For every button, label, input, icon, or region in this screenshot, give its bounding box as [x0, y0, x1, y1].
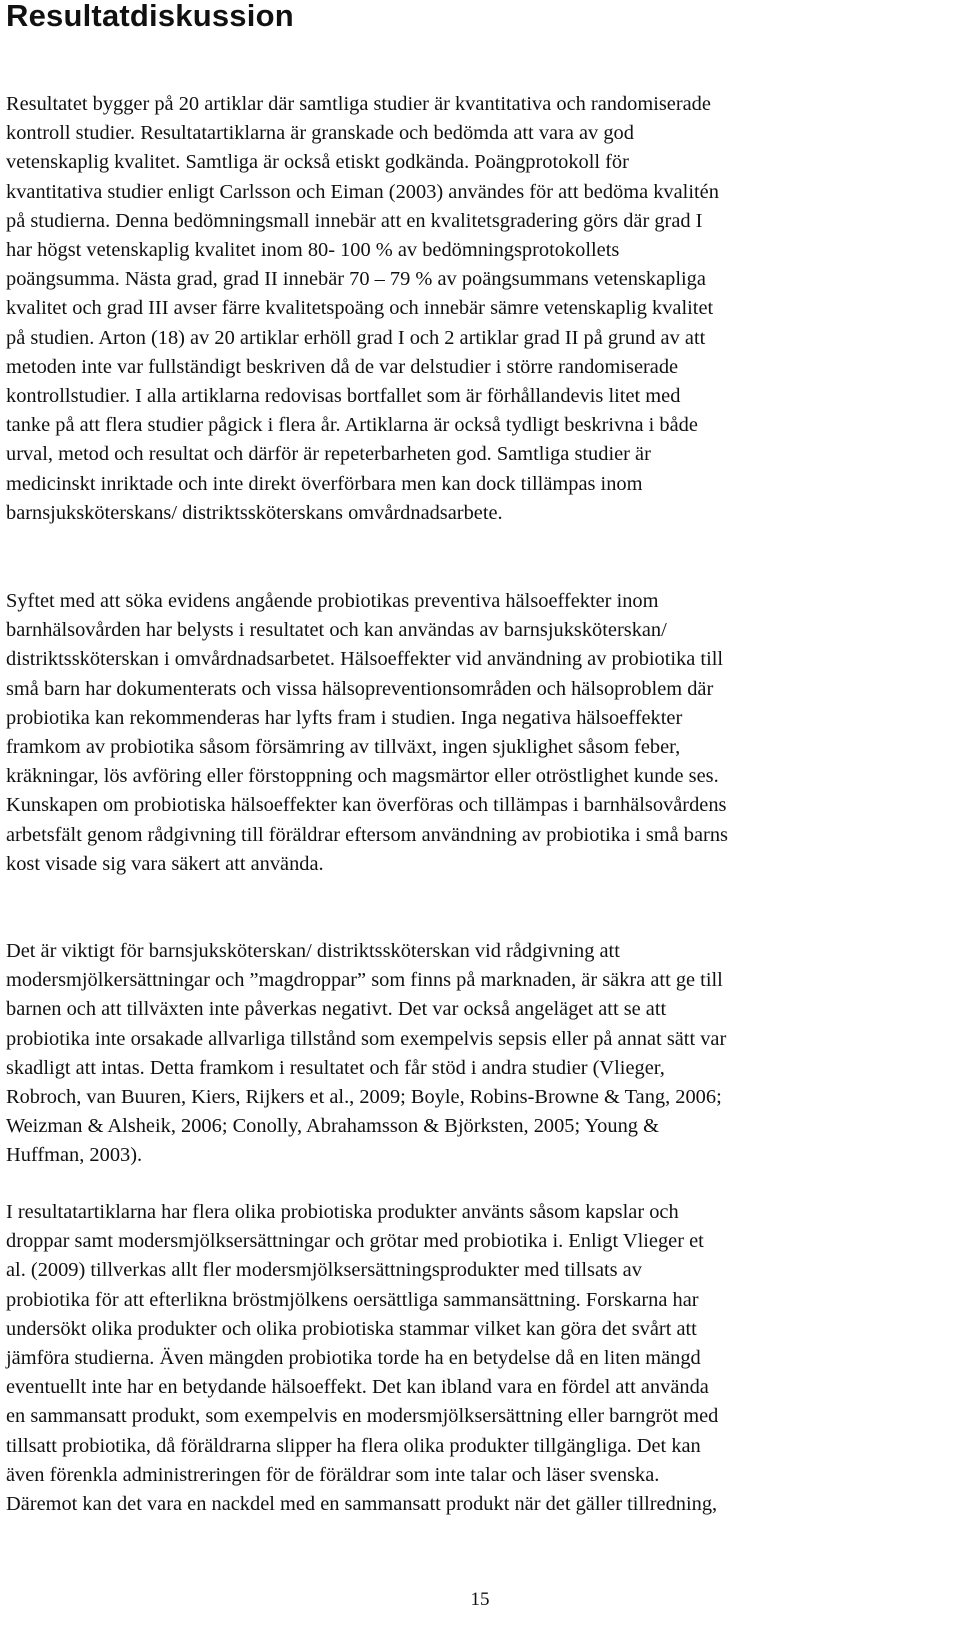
page-number: 15 — [470, 1589, 490, 1610]
paragraph-purpose: Syftet med att söka evidens angående probiotikas preventiva hälsoeffekter inom barnhälsovården har belysts i resultatet och kan användas av barnsjuksköterskan/ distriktssköterskan i omvårdnadsarbetet. Hälsoeffekter vid användning av probiotika till små barn har dokumenterats och vissa hälsopreventionsområden och hälsoproblem där probiotika kan rekommenderas har lyfts fram i studien. Inga negativa hälsoeffekter framkom av probiotika såsom försämring av tillväxt, ingen sjuklighet såsom feber, kräkningar, lös avföring eller förstoppning och magsmärtor eller otröstlighet kunde ses. Kunskapen om probiotiska hälsoeffekter kan överföras och tillämpas i barnhälsovårdens arbetsfält genom rådgivning till föräldrar eftersom användning av probiotika i små barns kost visade sig vara säkert att använda. — [6, 590, 728, 875]
paragraph-products: I resultatartiklarna har flera olika probiotiska produkter använts såsom kapslar och droppar samt modersmjölksersättningar och grötar med probiotika i. Enligt Vlieger et al. (2009) tillverkas allt fler modersmjölksersättningsprodukter med tillsats av probiotika för att efterlikna bröstmjölkens oersättliga sammansättning. Forskarna har undersökt olika produkter och olika probiotiska stammar vilket kan göra det svårt att jämföra studierna. Även mängden probiotika torde ha en betydelse då en liten mängd eventuellt inte har en betydande hälsoeffekt. Det kan ibland vara en fördel att använda en sammansatt produkt, som exempelvis en modersmjölksersättning eller barngröt med tillsatt probiotika, då föräldrarna slipper ha flera olika produkter tillgängliga. Det kan även förenkla administreringen för de föräldrar som inte talar och läser svenska. Däremot kan det vara en nackdel med en sammansatt produkt när det gäller tillredning, — [6, 1201, 719, 1516]
section-heading: Resultatdiskussion — [6, 0, 294, 33]
paragraph-safety: Det är viktigt för barnsjuksköterskan/ distriktssköterskan vid rådgivning att modersmjölkersättningar och ”magdroppar” som finns på marknaden, är säkra att ge till barnen och att tillväxten inte påverkas negativt. Det var också angeläget att se att probiotika inte orsakade allvarliga tillstånd som exempelvis sepsis eller på annat sätt var skadligt att intas. Detta framkom i resultatet och får stöd i andra studier (Vlieger, Robroch, van Buuren, Kiers, Rijkers et al., 2009; Boyle, Robins-Browne & Tang, 2006; Weizman & Alsheik, 2006; Conolly, Abrahamsson & Björksten, 2005; Young & Huffman, 2003). — [6, 940, 727, 1167]
paragraph-result-basis: Resultatet bygger på 20 artiklar där samtliga studier är kvantitativa och randomiserade kontroll studier. Resultatartiklarna är granskade och bedömda att vara av god vetenskaplig kvalitet. Samtliga är också etiskt godkända. Poängprotokoll för kvantitativa studier enligt Carlsson och Eiman (2003) användes för att bedöma kvalitén på studierna. Denna bedömningsmall innebär att en kvalitetsgradering görs där grad I har högst vetenskaplig kvalitet inom 80- 100 % av bedömningsprotokollets poängsumma. Nästa grad, grad II innebär 70 – 79 % av poängsummans vetenskapliga kvalitet och grad III avser färre kvalitetspoäng och innebär sämre vetenskaplig kvalitet på studien. Arton (18) av 20 artiklar erhöll grad I och 2 artiklar grad II på grund av att metoden inte var fullständigt beskriven då de var delstudier i större randomiserade kontrollstudier. I alla artiklarna redovisas bortfallet som är förhållandevis litet med tanke på att flera studier pågick i flera år. Artiklarna är också tydligt beskrivna i både urval, metod och resultat och därför är repeterbarheten god. Samtliga studier är medicinskt inriktade och inte direkt överförbara men kan dock tillämpas inom barnsjuksköterskans/ distriktssköterskans omvårdnadsarbete. — [6, 93, 719, 524]
